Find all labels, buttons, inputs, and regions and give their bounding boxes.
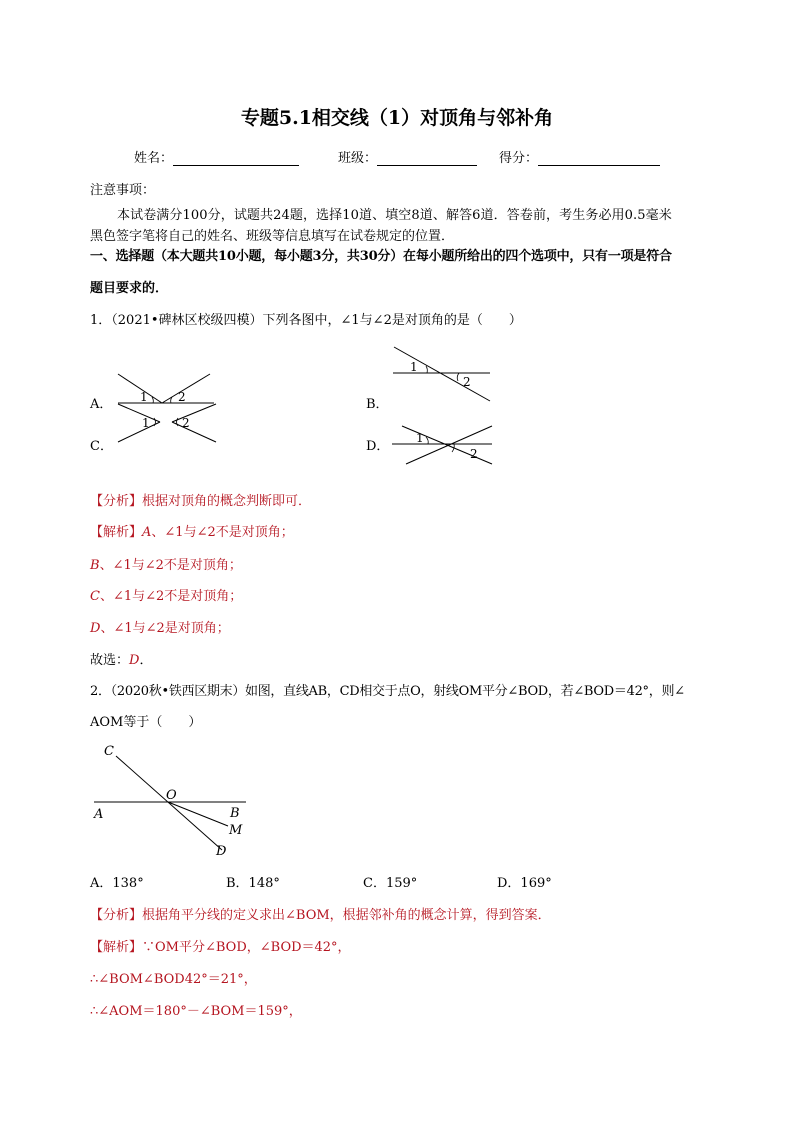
- notice-heading: 注意事项：: [90, 183, 156, 198]
- q1-option-c-figure[interactable]: [112, 400, 220, 446]
- q1-answer-suffix: ．: [139, 653, 153, 668]
- q1-option-a-letter[interactable]: A．: [90, 397, 113, 412]
- q1-answer-letter: D: [129, 653, 140, 668]
- q1-option-d-figure[interactable]: [388, 422, 496, 468]
- q1-solution-tag: 【解析】: [90, 525, 143, 540]
- q1-option-d-letter[interactable]: D．: [366, 439, 390, 454]
- q1-d-angle-1: 1: [416, 431, 424, 445]
- q1-a-angle-1: 1: [140, 390, 148, 404]
- q2-solution-line-3: ∴∠AOM＝180°－∠BOM＝159°，: [90, 1004, 302, 1019]
- class-label: 班级：: [338, 151, 378, 166]
- q1-solution-d-letter: D: [90, 621, 101, 636]
- name-field[interactable]: [134, 147, 299, 166]
- q1-solution-line-b: [90, 554, 242, 573]
- q2-label-b: B: [230, 806, 240, 821]
- q2-figure[interactable]: [88, 738, 258, 860]
- q1-stem: 1．（2021•碑林区校级四模）下列各图中，∠1与∠2是对顶角的是（ ）: [90, 313, 522, 328]
- q2-option-d[interactable]: D．169°: [497, 876, 552, 891]
- q2-analysis-text: 根据角平分线的定义求出∠BOM，根据邻补角的概念计算，得到答案．: [142, 908, 551, 923]
- class-blank[interactable]: [377, 151, 477, 166]
- q1-solution-line-d: [90, 617, 230, 636]
- q1-a-angle-2: 2: [178, 390, 186, 404]
- q1-solution-d-text: 、∠1与∠2是对顶角；: [100, 621, 230, 636]
- score-blank[interactable]: [538, 151, 660, 166]
- q1-c-angle-2: 2: [182, 416, 190, 430]
- q1-solution-b-text: 、∠1与∠2不是对顶角；: [99, 558, 242, 573]
- section-heading-line-2: 题目要求的．: [90, 281, 169, 296]
- name-blank[interactable]: [173, 151, 299, 166]
- q1-b-angle-2: 2: [463, 375, 471, 389]
- q1-solution-line-c: [90, 585, 242, 604]
- q1-analysis-tag: 【分析】: [90, 494, 143, 509]
- q2-solution-line-1: [90, 936, 351, 955]
- score-field[interactable]: [499, 147, 660, 166]
- q1-option-b-figure[interactable]: [388, 343, 496, 405]
- q1-answer-prefix: 故选：: [90, 653, 130, 668]
- q1-solution-line-a: [90, 521, 294, 540]
- q1-option-c-letter[interactable]: C．: [90, 439, 113, 454]
- q1-d-angle-2: 2: [470, 447, 478, 461]
- q1-answer: [90, 649, 152, 668]
- class-field[interactable]: [338, 147, 477, 166]
- q2-stem-line-1: 2．（2020秋•铁西区期末）如图，直线AB，CD相交于点O，射线OM平分∠BOD，若∠BOD＝42°，则∠: [90, 684, 685, 699]
- q1-solution-a-letter: A: [142, 525, 152, 540]
- page-title: 专题5.1相交线（1）对顶角与邻补角: [240, 107, 554, 129]
- q2-stem-line-2: AOM等于（ ）: [90, 715, 202, 730]
- notice-line-2: 黑色签字笔将自己的姓名、班级等信息填写在试卷规定的位置．: [90, 229, 455, 244]
- q1-solution-b-letter: B: [90, 558, 100, 573]
- name-label: 姓名：: [134, 151, 174, 166]
- q2-option-c[interactable]: C．159°: [363, 876, 418, 891]
- q2-label-o: O: [166, 788, 177, 803]
- q2-analysis: [90, 904, 551, 923]
- section-heading-line-1: 一、选择题（本大题共10小题，每小题3分，共30分）在每小题所给出的四个选项中，只有一项是符合: [90, 249, 672, 264]
- q1-solution-a-text: 、∠1与∠2不是对顶角；: [151, 525, 294, 540]
- q1-option-b-letter[interactable]: B．: [366, 397, 389, 412]
- q1-solution-c-letter: C: [90, 589, 100, 604]
- q2-option-b[interactable]: B．148°: [226, 876, 280, 891]
- q1-analysis-text: 根据对顶角的概念判断即可．: [142, 494, 312, 509]
- q1-analysis: [90, 490, 311, 509]
- q2-solution-line-2: ∴∠BOM∠BOD42°＝21°，: [90, 972, 257, 987]
- q2-label-a: A: [94, 807, 104, 822]
- q2-option-a[interactable]: A．138°: [90, 876, 144, 891]
- q2-label-m: M: [229, 823, 243, 838]
- q2-analysis-tag: 【分析】: [90, 908, 143, 923]
- notice-line-1: 本试卷满分100分，试题共24题，选择10道、填空8道、解答6道．答卷前，考生务必用0.5毫米: [117, 208, 672, 223]
- q1-c-angle-1: 1: [142, 416, 150, 430]
- q2-solution-text-1: ∵OM平分∠BOD，∠BOD＝42°，: [142, 940, 351, 955]
- q2-label-d: D: [216, 844, 227, 859]
- q2-label-c: C: [104, 744, 114, 759]
- q1-b-angle-1: 1: [410, 360, 418, 374]
- q1-solution-c-text: 、∠1与∠2不是对顶角；: [99, 589, 243, 604]
- score-label: 得分：: [499, 151, 539, 166]
- q2-solution-tag: 【解析】: [90, 940, 143, 955]
